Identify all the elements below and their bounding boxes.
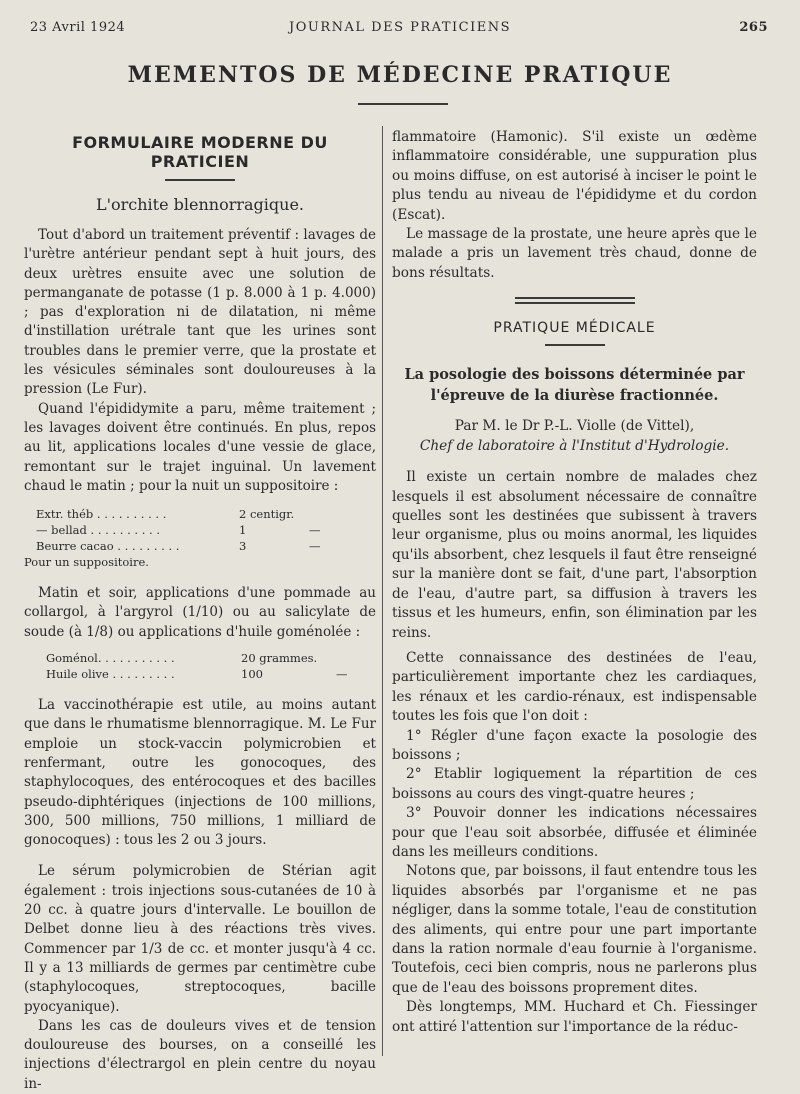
prescription-row: Goménol. . . . . . . . . . . 20 grammes. [46, 651, 318, 666]
journal-name: JOURNAL DES PRATICIENS [289, 20, 511, 35]
paragraph: Le massage de la prostate, une heure après que le malade a pris un lavement très chaud, donne de bons résultats. [392, 226, 757, 281]
paragraph: flammatoire (Hamonic). S'il existe un œdème inflammatoire considérable, une suppuration plus ou moins diffuse, on est autorisé à inciser le point le plus tendu au niveau de l'épididyme et du cordon (Escat). [392, 129, 757, 223]
prescription-row: Extr. théb . . . . . . . . . . 2 centigr. [36, 507, 295, 522]
section-rule [545, 344, 605, 346]
author-byline: Par M. le Dr P.-L. Violle (de Vittel), [454, 418, 695, 435]
section-double-rule [515, 297, 635, 304]
section-heading-pratique: PRATIQUE MÉDICALE [493, 320, 656, 337]
article-title-posologie: La posologie des boissons déterminée par l'épreuve de la diurèse fractionnée. [404, 366, 745, 405]
section-heading-formulaire: FORMULAIRE MODERNE DU PRATICIEN [72, 133, 328, 171]
paragraph: Dès longtemps, MM. Huchard et Ch. Fiessinger ont attiré l'attention sur l'importance de la réduc- [392, 999, 757, 1035]
paragraph: Cette connaissance des destinées de l'eau, particulièrement importante chez les cardiaques, les rénaux et les cardio-rénaux, est indispensable toutes les fois que l'on doit : [392, 649, 757, 725]
prescription-table [46, 650, 348, 682]
paragraph: Notons que, par boissons, il faut entendre tous les liquides absorbés par l'organisme et ne pas négliger, dans la somme totale, l'eau de constitution des aliments, qui entre pour une part importante dans la ration normale d'eau fournie à l'organisme. Toutefois, ceci bien compris, nous ne parlerons plus que de l'eau des boissons proprement dites. [392, 863, 757, 996]
main-title: MEMENTOS DE MÉDECINE PRATIQUE [127, 62, 673, 88]
list-item: 1° Régler d'une façon exacte la posologie des boissons ; [392, 727, 757, 763]
title-rule [358, 103, 448, 105]
page-number: 265 [739, 20, 768, 35]
prescription-row: Beurre cacao . . . . . . . . . 3 — [36, 539, 321, 554]
column-divider [382, 126, 383, 1056]
list-item: 3° Pouvoir donner les indications nécessaires pour que l'eau soit absorbée, diffusée et éliminée dans les meilleurs conditions. [392, 805, 757, 860]
paragraph: Il existe un certain nombre de malades chez lesquels il est absolument nécessaire de connaître quelles sont les destinées que subissent à travers leur organisme, plus ou moins anormal, les liquides qu'ils absorbent, chez lesquels il faut être renseigné sur la manière dont se fait, d'une part, l'absorption de l'eau, d'autre part, sa diffusion à travers les tissus et les humeurs, enfin, son élimination par les reins. [392, 469, 757, 641]
section-rule [165, 179, 235, 181]
numbered-list [392, 727, 757, 863]
paragraph: Dans les cas de douleurs vives et de tension douloureuse des bourses, on a conseillé les injections d'électrargol en plein centre du noyau in- [24, 1017, 376, 1092]
right-column [392, 128, 757, 1037]
article-title-orchite: L'orchite blennorragique. [95, 195, 305, 214]
paragraph: Matin et soir, applications d'une pommade au collargol, à l'argyrol (1/10) ou au salicylate de soude (à 1/8) ou applications d'huile goménolée : [24, 585, 376, 640]
prescription-row: Huile olive . . . . . . . . . 100 — [46, 667, 348, 682]
list-item: 2° Etablir logiquement la répartition de ces boissons au cours des vingt-quatre heures ; [392, 766, 757, 802]
prescription-table [36, 506, 321, 554]
left-column [24, 125, 376, 1094]
paragraph: Quand l'épididymite a paru, même traitement ; les lavages doivent être continués. En plus, repos au lit, applications locales d'une vessie de glace, remontant sur le trajet inguinal. Un lavement chaud le matin ; pour la nuit un suppositoire : [24, 400, 376, 494]
prescription-note: Pour un suppositoire. [24, 555, 149, 570]
paragraph: Le sérum polymicrobien de Stérian agit également : trois injections sous-cutanées de 10 à 20 cc. à quatre jours d'intervalle. Le bouillon de Delbet donne lieu à des réactions très vives. Commencer par 1/3 de cc. et monter jusqu'à 4 cc. Il y a 13 milliards de germes par centimètre cube (staphylocoques, streptocoques, bacille pyocyanique). [24, 863, 376, 1015]
paragraph: La vaccinothérapie est utile, au moins autant que dans le rhumatisme blennorragique. M. Le Fur emploie un stock-vaccin polymicrobien et renfermant, outre les gonocoques, des staphylocoques, des entérocoques et des bacilles pseudo-diphtériques (injections de 100 millions, 300, 500 millions, 750 millions, 1 milliard de gonocoques) : tous les 2 ou 3 jours. [24, 697, 376, 849]
paragraph: Tout d'abord un traitement préventif : lavages de l'urètre antérieur pendant sept à huit jours, des deux urètres ensuite avec une solution de permanganate de potasse (1 p. 8.000 à 1 p. 4.000) ; pas d'exploration ni de dilatation, ni même d'instillation urétrale tant que les urines sont troubles dans le premier verre, que la prostate et les vésicules séminales sont douloureuses à la pression (Le Fur). [24, 227, 376, 398]
issue-date: 23 Avril 1924 [30, 20, 126, 35]
author-affiliation: Chef de laboratoire à l'Institut d'Hydrologie. [419, 438, 730, 455]
prescription-row: — bellad . . . . . . . . . . 1 — [36, 523, 321, 538]
